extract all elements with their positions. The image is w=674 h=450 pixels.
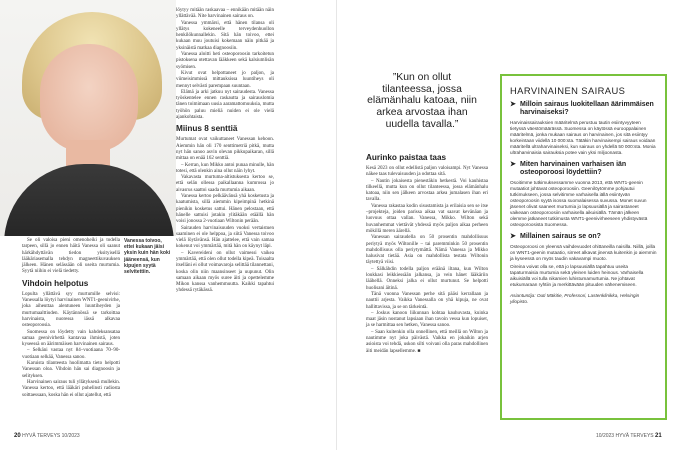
info-question-1 xyxy=(510,101,657,117)
page-gutter xyxy=(336,0,337,450)
photo-face xyxy=(40,44,138,152)
paragraph: Kivut ovat helpottaneet jo paljon, ja viimeisimmissä mittauksissa luuntiheys oli mennyt selvästi parempaan suuntaan. xyxy=(176,70,274,89)
paragraph: Vanessa aloitti heti osteoporoosin tarkoitetun pistoksena otettavan lääkkeen sekä kalsiumlisän syömisen. xyxy=(176,52,274,70)
paragraph: Karuista tilanteesta huolimatta tieto helpotti Vanessan oloa. Vihdoin hän sai diagnoosin ja selityksen. xyxy=(22,361,120,379)
article-column-1 xyxy=(22,238,120,399)
info-source: Asiantuntija: Outi Mäkitie, Professori, Lastenklinikka, Helsingin yliopisto. xyxy=(510,293,640,304)
paragraph: – Joskus kanoon liikunnan kohtaa kauhuvasta, kuinka maat jäsin nostanut lapsiaan ihan tavoin vessa kun lopuiset, ja se harmittaa sen hetken, Vanessa sanoo. xyxy=(366,310,488,329)
paragraph: – Selkäni vastaa nyt 84–vuotiaana 70–90-vuotiaan selkää, Vanessa sanoo. xyxy=(22,348,120,360)
pull-quote: ”Kun on ollut tilanteessa, jossa elämänhalu katoaa, niin arkea arvostaa ihan uudella tavalla.” xyxy=(367,72,477,130)
subheading-aurinko-paistaa-taas: Aurinko paistaa taas xyxy=(366,153,447,162)
paragraph: – Saan kuitenkin olla onnellinen, että meillä on Wilton ja nautimme nyt joka päivästä. Vaikka en jokaikin arjen asioista voi tehdä, uskon silti voivani olla paras mahdollinen äiti meidän lapsellemme. ■ xyxy=(366,329,488,354)
question-text: Miten harvinainen varhaisen iän osteoporoosi löydettiin? xyxy=(520,161,627,176)
info-box-title: HARVINAINEN SAIRAUS xyxy=(510,85,626,96)
paragraph: Vanessa rakastaa kodin sisustamista ja erilaisia sen se itse –projekteja, joiden parissa aikaa vat saavat kevänäan ja luovuus ottaa vallan. Vanessa, Mikko. Wilton sekä huvanhemmat viettävät yhdessä myös paljon aikaa perheen mökillä meren äärellä. xyxy=(366,203,488,234)
info-answer-2: Osoitimme tutkimuksessamme vuonna 2013, että WNT1-geenin mutaatiot johtavat osteoporoosiin. Geenilöytömme pohjautui tutkimukseen, jossa selvitimme varhaisella iällä esiintyvän osteoporoosin syytä isossa suomalaisessa suvussa. Monet suvun jäsenet olivat saaneet murtumia jo lapsuusiällä ja sairastaneet vaikeaan osteoporoosiin varhaisella aikuisiällä. Tämän jälkeen olemme jatkaneet tutkimusta WNT1-geenivirheeseen yhdistyvästä osteoporoosista Suomessa. xyxy=(510,180,648,227)
paragraph: Kesä 2023 on ollut edellistä paljon valoisampi. Nyt Vanessa näkee taas tulevaisuuden ja odottaa sitä. xyxy=(366,166,488,178)
paragraph: Se oli valoisa pieni omenoheiki ja todella tarpeen, sillä jo ennen häitä Vanessa oli saanut härkähdyttävän tiedon yksityisellä lääkäriasemalla tehdyn magneettikuvauksen jälkeen. Hänen selässään oli useita murtumia. Syytä niihin ei vielä tiedetty. xyxy=(22,238,120,275)
paragraph: – Sälkähdin todella paljon eräänä iltana, kun Wilton loukkasi leikkiessään jalkansa, ja vein hänet lääkäriin läähellä. Onneksi jalka ei ollut murtunut. Se helpotti huolisani äitinä. xyxy=(366,266,488,291)
paragraph: Vanessan sairaudella on 50 prosentin mahdollisuus periytyä myös Wiltonille – tai paremminkin 50 prosentin mahdollisuus olla periytymättä. Nämä Vanessa ja Mikko halusivat tietää. Asia on mahdollista testata Wiltonin täytettyä viisi. xyxy=(366,235,488,266)
right-page-number: 21 xyxy=(655,433,662,439)
info-answer-3: Osteoporoosi on yleensä vaihdevuodet ohittaneilla naisilla. Niillä, joilla on WNT1-geenin mutaatio, sirreet alkavat jinensä kuitenkin jo aiemmin ja kyseessä on myös taudin vakavampi muoto. xyxy=(510,244,657,261)
arrow-icon: ➤ xyxy=(510,101,516,108)
question-text: Milloin sairaus luokitellaan äärimmäisen harvinaiseksi? xyxy=(520,101,654,116)
paragraph: Vakavasta murtuma-altistuksesta kertoo se, että selän ollessa paikallaanna kumrossa jo aivasrus saattoi saada murtumia aikaan. xyxy=(176,175,274,193)
info-question-3 xyxy=(510,233,657,241)
paragraph: Suomessa on löydetty vain kahdeksansataa samaa geenivirhettä kantavaa ihmistä, joten kyseessä on äärimmäisen harvinainen sairaus. xyxy=(22,329,120,348)
arrow-icon: ➤ xyxy=(510,161,516,168)
info-answer-4: Oireina voivat olla se, että jo lapsuusiällä tapahtuu useita tapaturmaisia murtumia sekä yleinen luiden heinous. Varhaisella aikuisiällä voi tulla nikamien luhistumamurtumia. Ne johtavat etukumaraan ryhtiin ja merkittävään pituuden vähenemiseen. xyxy=(510,264,644,287)
paragraph: Elämä ja arki jatkuu nyt sairaudesta. Vanessa työskentelee ennen raskautta ja sairauslomia tänen toimimaan uusia aaramattomuuksia, mutta työhön paluu mieliä nuiden ei ole vielä ajankohtaista. xyxy=(176,89,274,121)
paragraph: Vanessa ymmärsi, että hänen tilansa oli yllätys kokeneelle terveydenhuollon henkilökunnallekin. Sitä hän toivoo, ettei kukaan muu joutuisi kokemaan näin pitkää ja yksinäistä matkaa diagnoosiin. xyxy=(176,20,274,51)
paragraph: – Kerran, kun Mikko antoi punaa minulle, hän totesi, että olenkin aina ollut näin lyhyt. xyxy=(176,162,274,174)
photo-clothing xyxy=(4,164,174,236)
paragraph: Murtumat ovat vaikuttaneet Vanessan kehoon. Aiemmin hän oli 170 senttimetriä pitkä, mutta nyt hän sanoo asvin olevan pikkupaikaran, sillä mittaa on enää 162 senttiä. xyxy=(176,137,274,162)
portrait-photo xyxy=(0,0,176,236)
right-page-footer xyxy=(596,433,662,439)
paragraph: – Nautin jokaisesta pienestäkin hetkestä. Voi kauhistaa tilkeellä, mutta kun on ollut tilanteessa, jossa elämänhalu katoaa, niin sen jälkeen arvostaa arkea jumalasen ihan eri tavalla. xyxy=(366,178,488,203)
arrow-icon: ➤ xyxy=(510,233,516,240)
info-answer-1: Harvinaissairauksien määritelmä perustuu tautin esiintyvyyteen tietyssä väestömäärässä. Suomessa on käytössä eurooppalainen määritelmä, jonka mukaan sairaus on harvinainen, jos sitä esiintyy korkeintaan viidellä 10 000:sta. Tätäkin harvinaisempi sairaus voidaan määritellä ultraharvinaiseksi, kun sairaus on yhdellä 50 000:sta. Monia ultraharvinaisia sairauksia potee vain yksi miljoonasta. xyxy=(510,120,656,155)
article-column-3 xyxy=(366,150,488,355)
left-running-footer: HYVÄ TERVEYS 10/2023 xyxy=(22,433,80,439)
subheading-vihdoin-helpotus: Vihdoin helpotus xyxy=(22,278,89,288)
article-column-2 xyxy=(176,8,274,295)
paragraph: – Kavereideni on ollut vaimessi vaikea ymmärtää, että olen ollut todella kipeä. Toisaalta itselläni ei ollut voimavaroja selittää tilannettani, koska olin niin maansinseet ja uupunut. Olin samaan aikaan myös suree äiti ja opettelemme Mikon kanssa vanhemmuutta. Kaikki tapahtui yhdessä rytäkässä. xyxy=(176,250,274,294)
paragraph: Harvinainen sairaus tuli yllätyksenä mullekin. Vanessa kertoo, että lääkäri puhelinsti radiosta soittaessaan, koska hän ei ollut ajatellut, että xyxy=(22,379,120,398)
paragraph: Vanessa kertoo pelkäävänsä yhä kosketusta ja kaatumista, sillä aiemmin kipeimpinä hetkinä pienikin kosketus sattui. Hänen pelostaan, että hänelle sattuisi jotakin ylitäkään etäällä hän voisi jonossa 2-vuotiaan Wiltonin perään. xyxy=(176,194,274,225)
right-running-footer: 10/2023 HYVÄ TERVEYS xyxy=(596,433,654,439)
info-question-2 xyxy=(510,161,657,177)
info-box xyxy=(500,74,667,420)
paragraph: Lopulta yllättävä syy murtumille selvisi: Vanessalla löytyi harvinainen WNT1-geenivirhe, joka aiheuttaa alentuneen luuntiheyden ja murtumaalttiuden. Käytännössä se tarkoittaa harvinaista, nuoressa iässä alkavaa osteoporoosia. xyxy=(22,291,120,329)
question-text: Millainen sairaus se on? xyxy=(520,233,601,240)
paragraph: Tänä vuonna Vanessan perhe sitä pääsi kerrallaan ja nauttii arjesta. Vaikka Vanessalla on yhä kipuja, ne ovat hallittavissa, ja se on tärkeintä. xyxy=(366,291,488,310)
paragraph: Sairauden harvinaisuuden vuoksi vertaistuen saaminen ei ole helppoa, ja siitä Vanessa toivoo vielä löytävänsä. Hän ajattelee, että vain samaa kokenut voi ymmärtää, mitä hän on käynyt läpi. xyxy=(176,225,274,250)
paragraph: löytyy mitään raskaavaa – ennikään mitään näin yllättävää. Nite harvinainen sairaus on. xyxy=(176,8,274,20)
subheading-miinus-8-senttia: Miinus 8 senttiä xyxy=(176,124,238,134)
left-page-footer xyxy=(14,433,80,439)
left-page-number: 20 xyxy=(14,433,21,439)
photo-caption: Vanessa toivoo, ettei kukaan jäisi yksin kuin hän koki jääneensä, kun kipujen syytä selvitettiin. xyxy=(124,238,171,276)
